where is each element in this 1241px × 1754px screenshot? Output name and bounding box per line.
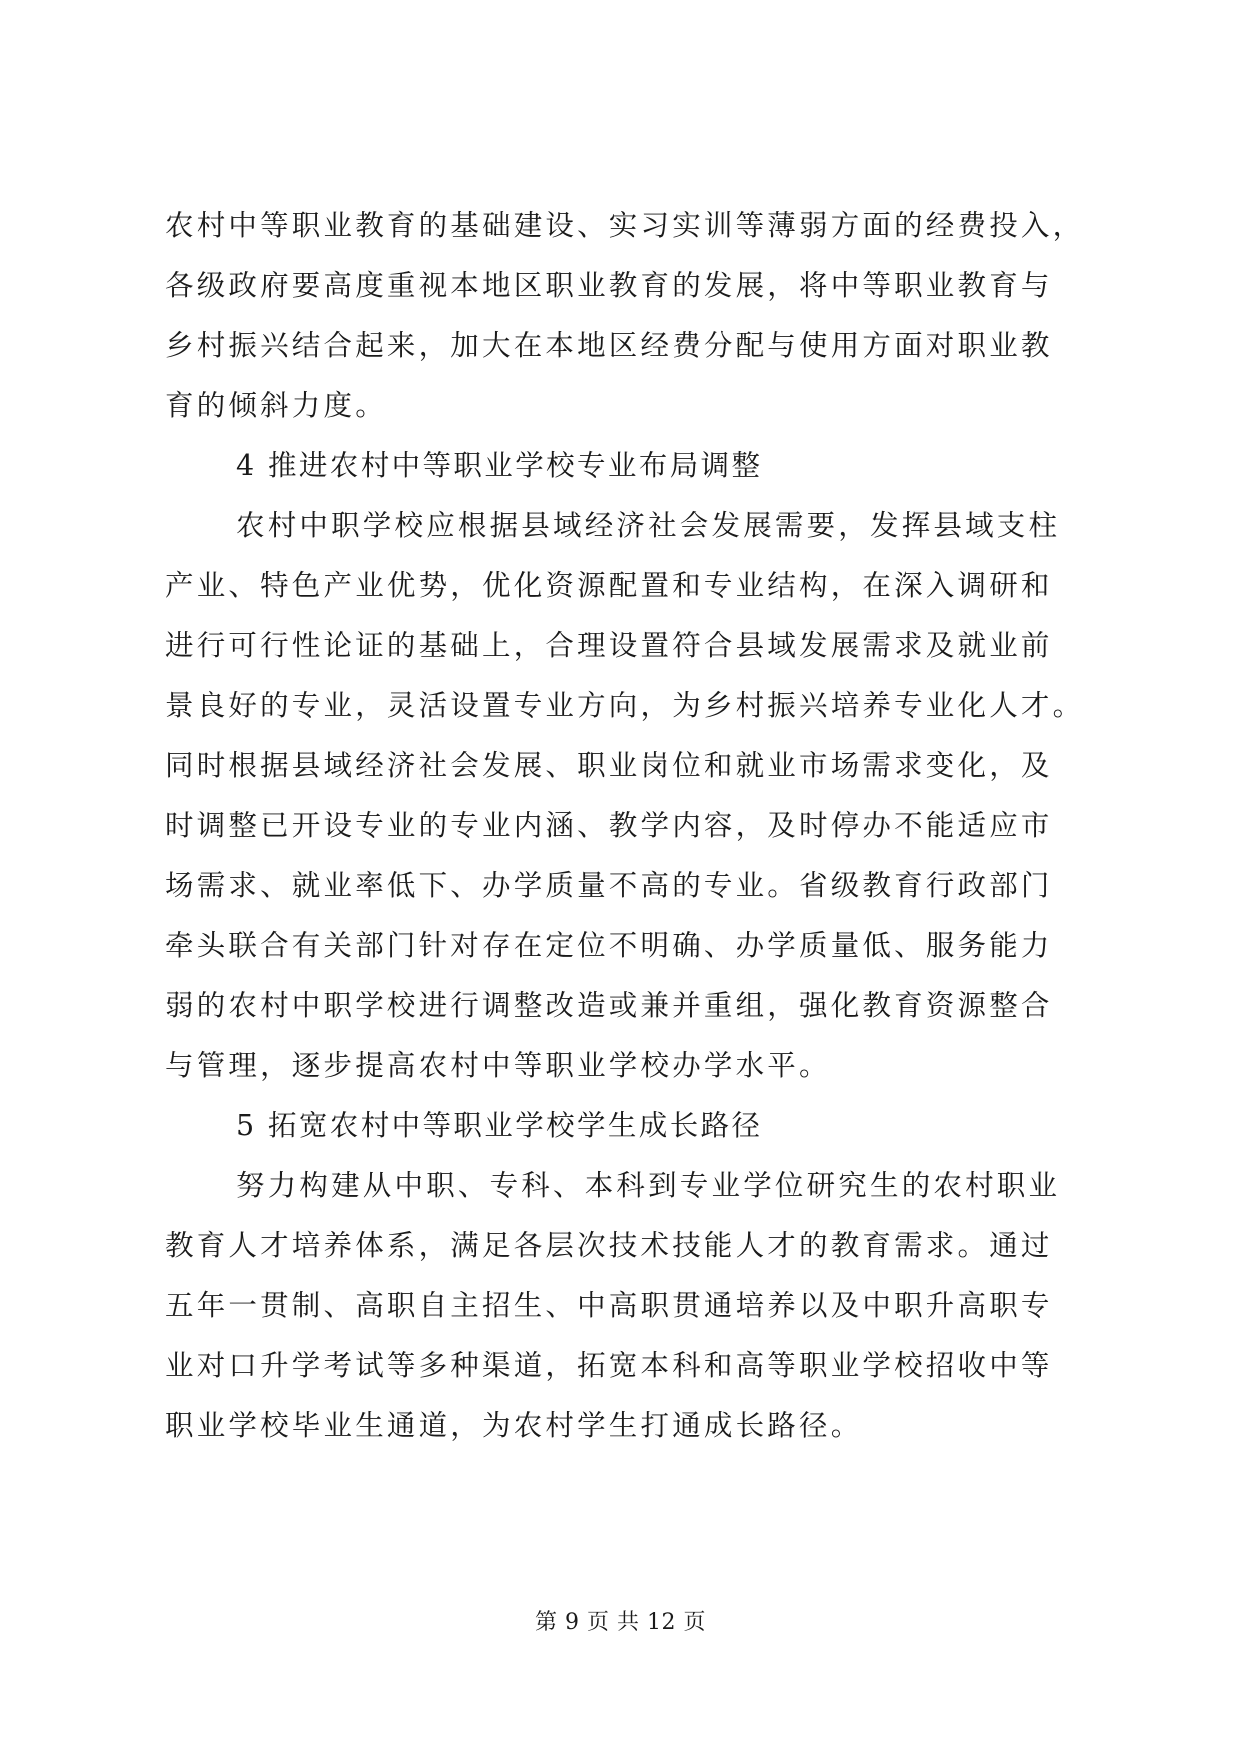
- paragraph-line: 农村中等职业教育的基础建设、实习实训等薄弱方面的经费投入，: [165, 209, 1085, 242]
- paragraph-line: 同时根据县域经济社会发展、职业岗位和就业市场需求变化，及: [165, 749, 1053, 782]
- paragraph-line: 农村中职学校应根据县域经济社会发展需要，发挥县域支柱: [236, 509, 1061, 542]
- paragraph-line: 时调整已开设专业的专业内涵、教学内容，及时停办不能适应市: [165, 809, 1053, 842]
- paragraph-line: 场需求、就业率低下、办学质量不高的专业。省级教育行政部门: [165, 869, 1053, 902]
- section-heading-4: 4 推进农村中等职业学校专业布局调整: [236, 449, 763, 482]
- paragraph-line: 进行可行性论证的基础上，合理设置符合县域发展需求及就业前: [165, 629, 1053, 662]
- paragraph-line: 弱的农村中职学校进行调整改造或兼并重组，强化教育资源整合: [165, 989, 1053, 1022]
- paragraph-line: 景良好的专业，灵活设置专业方向，为乡村振兴培养专业化人才。: [165, 689, 1085, 722]
- paragraph-line: 教育人才培养体系，满足各层次技术技能人才的教育需求。通过: [165, 1229, 1053, 1262]
- paragraph-line: 乡村振兴结合起来，加大在本地区经费分配与使用方面对职业教: [165, 329, 1053, 362]
- paragraph-line: 各级政府要高度重视本地区职业教育的发展，将中等职业教育与: [165, 269, 1053, 302]
- paragraph-line: 业对口升学考试等多种渠道，拓宽本科和高等职业学校招收中等: [165, 1349, 1053, 1382]
- paragraph-line: 与管理，逐步提高农村中等职业学校办学水平。: [165, 1049, 831, 1082]
- paragraph-line: 育的倾斜力度。: [165, 389, 387, 422]
- paragraph-line: 牵头联合有关部门针对存在定位不明确、办学质量低、服务能力: [165, 929, 1053, 962]
- page-number-footer: 第 9 页 共 12 页: [535, 1610, 706, 1635]
- paragraph-line: 努力构建从中职、专科、本科到专业学位研究生的农村职业: [236, 1169, 1061, 1202]
- paragraph-line: 五年一贯制、高职自主招生、中高职贯通培养以及中职升高职专: [165, 1289, 1053, 1322]
- paragraph-line: 职业学校毕业生通道，为农村学生打通成长路径。: [165, 1409, 863, 1442]
- paragraph-line: 产业、特色产业优势，优化资源配置和专业结构，在深入调研和: [165, 569, 1053, 602]
- section-heading-5: 5 拓宽农村中等职业学校学生成长路径: [236, 1109, 763, 1142]
